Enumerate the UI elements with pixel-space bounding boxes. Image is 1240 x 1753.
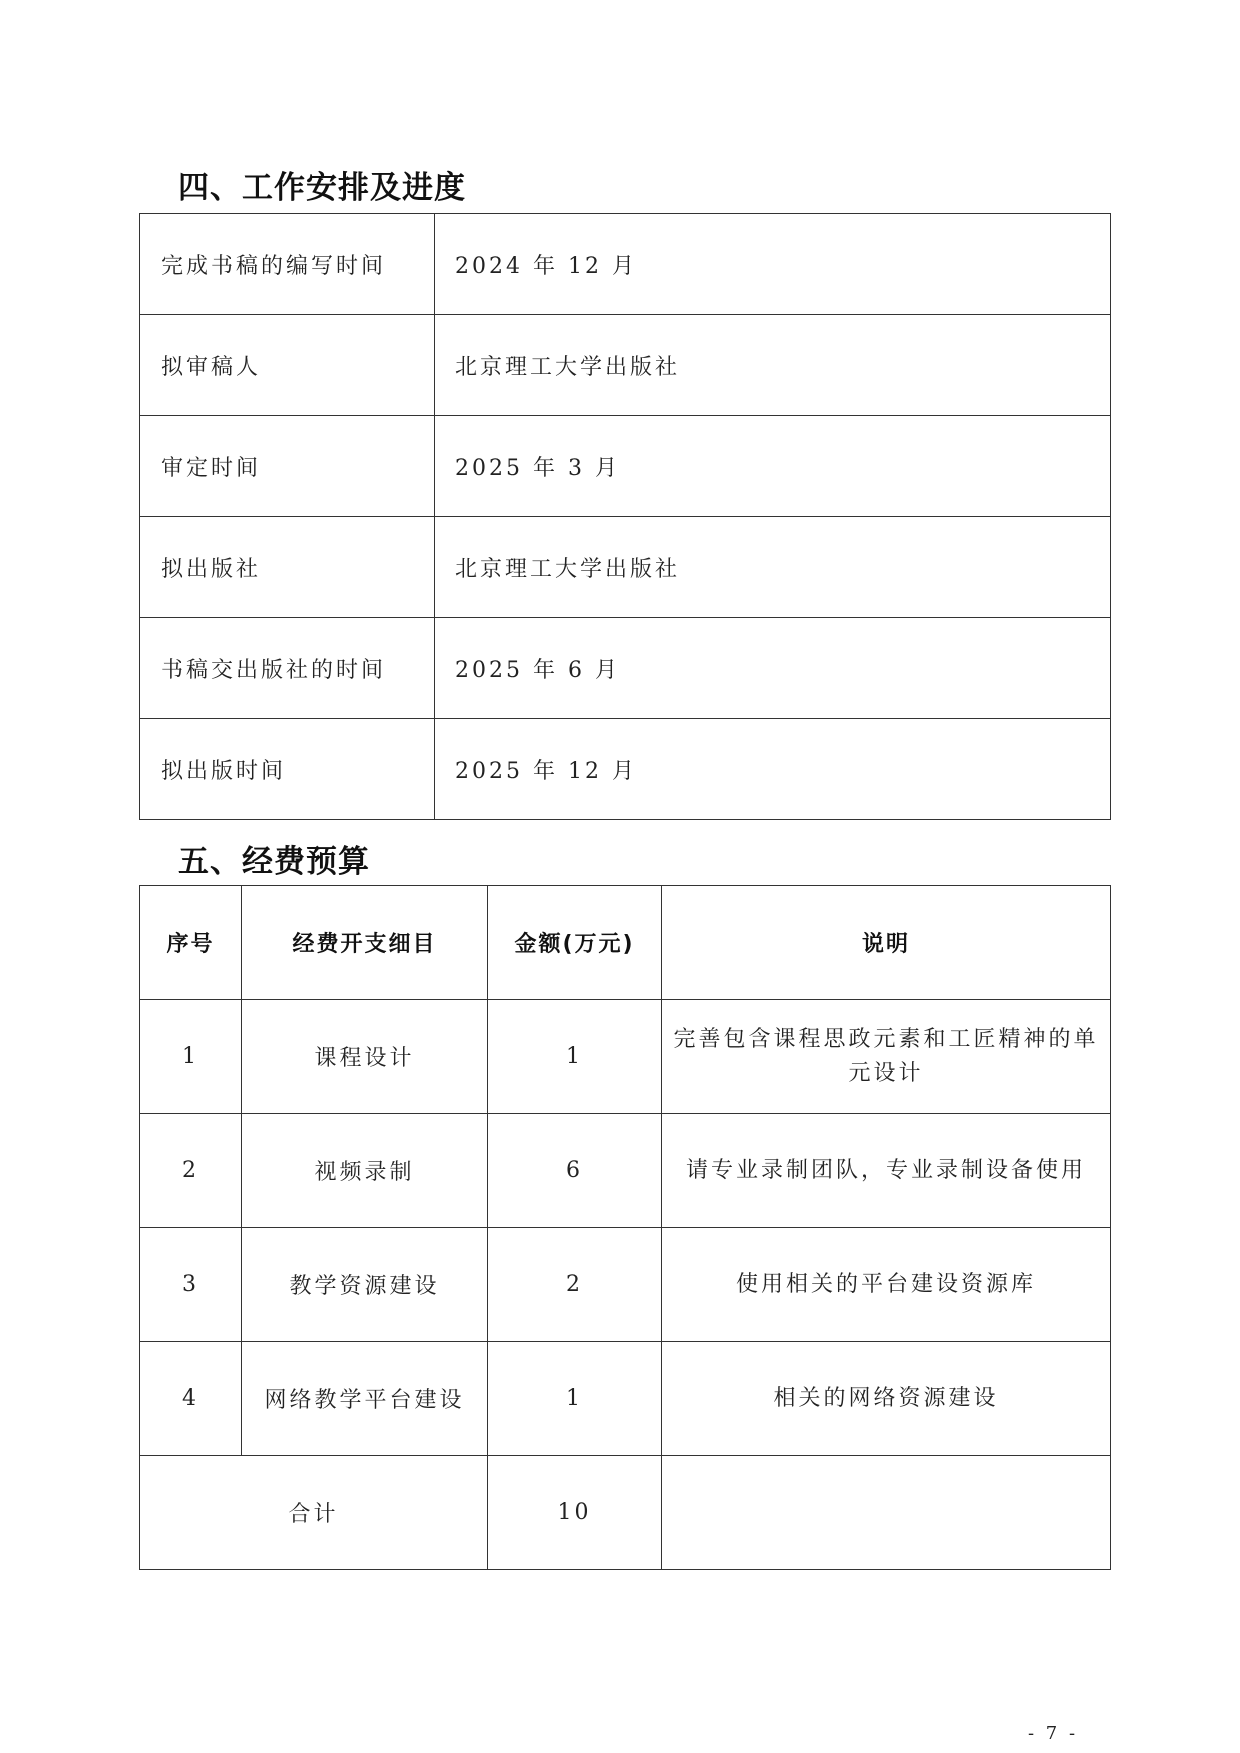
table-row [140,719,1111,820]
schedule-label: 拟出版时间 [140,719,435,820]
total-row [140,1456,1111,1570]
cell-note: 请专业录制团队，专业录制设备使用 [662,1114,1111,1228]
schedule-value: 2025 年 12 月 [435,719,1111,820]
cell-amount: 1 [488,1000,662,1114]
schedule-label: 审定时间 [140,416,435,517]
schedule-value: 2024 年 12 月 [435,214,1111,315]
total-amount: 10 [488,1456,662,1570]
table-row [140,1342,1111,1456]
budget-table [139,885,1111,1570]
table-row [140,1114,1111,1228]
table-row [140,1000,1111,1114]
cell-no: 4 [140,1342,242,1456]
schedule-value: 北京理工大学出版社 [435,315,1111,416]
cell-item: 教学资源建设 [242,1228,488,1342]
table-header-row [140,886,1111,1000]
cell-note: 使用相关的平台建设资源库 [662,1228,1111,1342]
schedule-label: 拟出版社 [140,517,435,618]
schedule-label: 完成书稿的编写时间 [140,214,435,315]
table-row [140,618,1111,719]
schedule-value: 2025 年 3 月 [435,416,1111,517]
cell-no: 3 [140,1228,242,1342]
budget-heading: 五、经费预算 [178,844,370,880]
cell-note: 完善包含课程思政元素和工匠精神的单元设计 [662,1000,1111,1114]
cell-note: 相关的网络资源建设 [662,1342,1111,1456]
cell-item: 网络教学平台建设 [242,1342,488,1456]
cell-amount: 2 [488,1228,662,1342]
schedule-heading: 四、工作安排及进度 [178,170,466,206]
page-number: - 7 - [1028,1723,1079,1744]
schedule-table [139,213,1111,820]
table-row [140,517,1111,618]
table-row [140,214,1111,315]
cell-amount: 1 [488,1342,662,1456]
cell-item: 课程设计 [242,1000,488,1114]
table-row [140,416,1111,517]
schedule-label: 拟审稿人 [140,315,435,416]
cell-no: 2 [140,1114,242,1228]
header-no: 序号 [140,886,242,1000]
schedule-value: 2025 年 6 月 [435,618,1111,719]
cell-item: 视频录制 [242,1114,488,1228]
total-label: 合计 [140,1456,488,1570]
total-note [662,1456,1111,1570]
cell-no: 1 [140,1000,242,1114]
cell-amount: 6 [488,1114,662,1228]
header-amount: 金额(万元) [488,886,662,1000]
table-row [140,315,1111,416]
header-note: 说明 [662,886,1111,1000]
schedule-label: 书稿交出版社的时间 [140,618,435,719]
header-item: 经费开支细目 [242,886,488,1000]
schedule-value: 北京理工大学出版社 [435,517,1111,618]
table-row [140,1228,1111,1342]
